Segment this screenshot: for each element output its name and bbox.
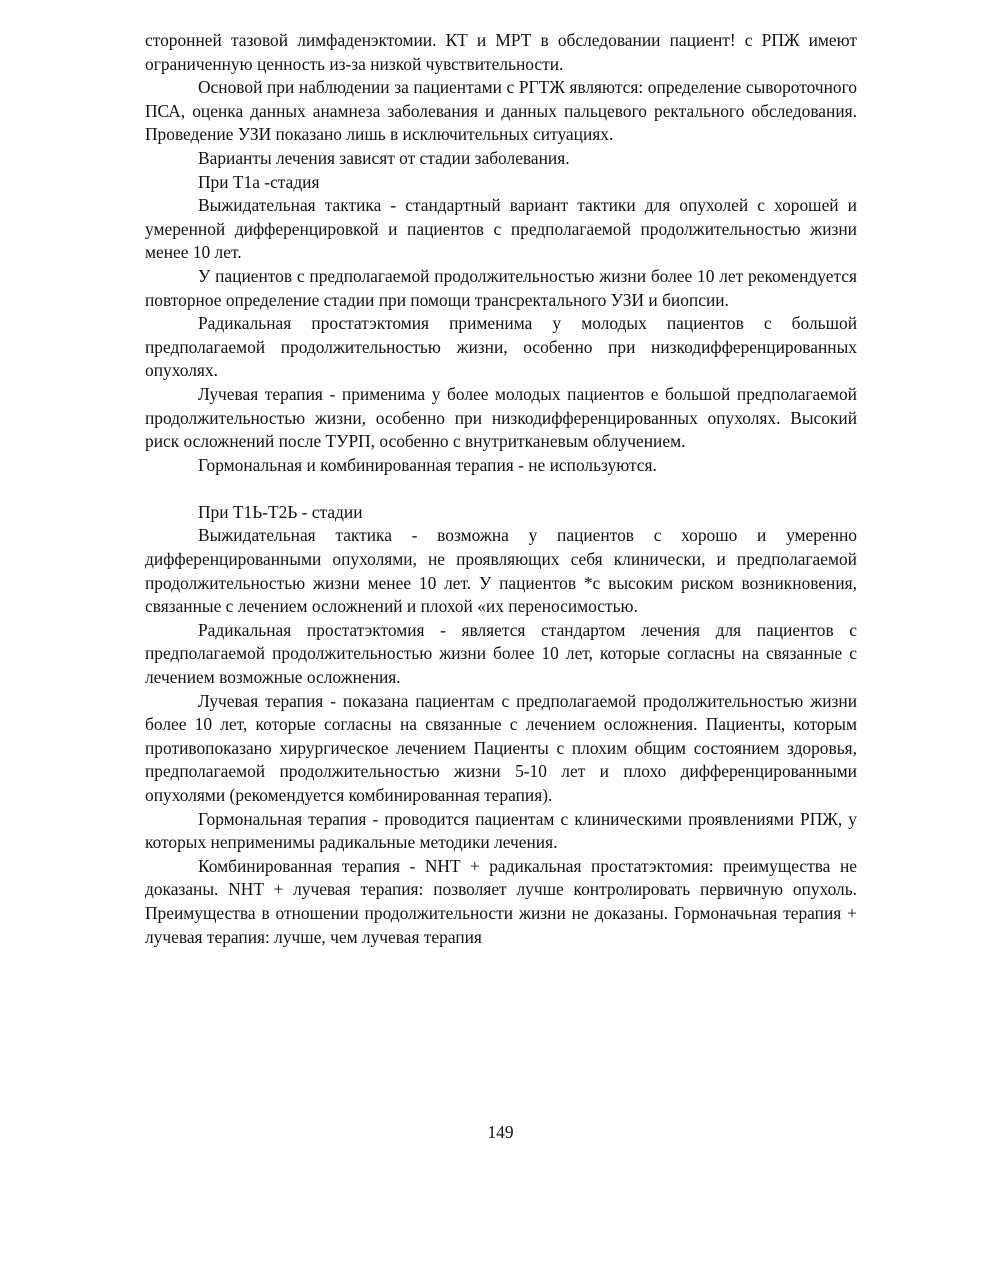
- paragraph-13: Лучевая терапия - показана пациентам с предполагаемой продолжительностью жизни более 10 лет, которые согласны на связанные с лечением осложнения. Пациенты, которым противопоказано хирургическое лечением Пациенты с плохим общим состоянием здоровья, предполагаемой продолжительностью жизни 5-10 лет и плохо дифференцированными опухолями (рекомендуется комбинированная терапия).: [145, 690, 857, 805]
- paragraph-5: Выжидательная тактика - стандартный вариант тактики для опухолей с хорошей и умеренной дифференцировкой и пациентов с предполагаемой продолжительностью жизни менее 10 лет.: [145, 195, 857, 263]
- paragraph-11: Выжидательная тактика - возможна у пациентов с хорошо и умеренно дифференцированными опухолями, не проявляющих себя клинически, и предполагаемой продолжительностью жизни менее 10 лет. У пациентов *с высоким риском возникновения, связанные с лечением осложнений и плохой «их переносимостью.: [145, 525, 857, 617]
- paragraph-14: Гормональная терапия - проводится пациентам с клиническими проявлениями РПЖ, у которых неприменимы радикальные методики лечения.: [145, 808, 857, 853]
- section-heading-t1a: При Т1а -стадия: [198, 171, 320, 192]
- page-body: [145, 29, 857, 949]
- section-heading-t1b-t2b: При Т1Ь-Т2Ь - стадии: [198, 501, 363, 522]
- paragraph-1: сторонней тазовой лимфаденэктомии. КТ и МРТ в обследовании пациент! с РПЖ имеют ограниченную ценность из-за низкой чувствительности.: [145, 30, 857, 74]
- paragraph-2: Основой при наблюдении за пациентами с РГТЖ являются: определение сывороточного ПСА, оценка данных анамнеза заболевания и данных пальцевого ректального обследования. Проведение УЗИ показано лишь в исключительных ситуациях.: [145, 77, 857, 145]
- page-number: 149: [487, 1122, 514, 1142]
- paragraph-6: У пациентов с предполагаемой продолжительностью жизни более 10 лет рекомендуется повторное определение стадии при помощи трансректального УЗИ и биопсии.: [145, 265, 857, 310]
- paragraph-12: Радикальная простатэктомия - является стандартом лечения для пациентов с предполагаемой продолжительностью жизни более 10 лет, которые согласны на связанные с лечением возможные осложнения.: [145, 619, 857, 688]
- paragraph-7: Радикальная простатэктомия применима у молодых пациентов с большой предполагаемой продолжительностью жизни, особенно при низкодифференцированных опухолях.: [145, 313, 857, 381]
- paragraph-8: Лучевая терапия - применима у более молодых пациентов е большой предполагаемой продолжительностью жизни, особенно при низкодифференцированных опухолях. Высокий риск осложнений после ТУРП, особенно с внутритканевым облучением.: [145, 383, 857, 452]
- paragraph-15: Комбинированная терапия - NHT + радикальная простатэктомия: преимущества не доказаны. NHT + лучевая терапия: позволяет лучше контролировать первичную опухоль. Преимущества в отношении продолжительности жизни не доказаны. Гормоначьная терапия + лучевая терапия: лучше, чем лучевая терапия: [145, 855, 857, 947]
- paragraph-9: Гормональная и комбинированная терапия - не используются.: [198, 454, 657, 475]
- paragraph-3: Варианты лечения зависят от стадии заболевания.: [198, 147, 570, 168]
